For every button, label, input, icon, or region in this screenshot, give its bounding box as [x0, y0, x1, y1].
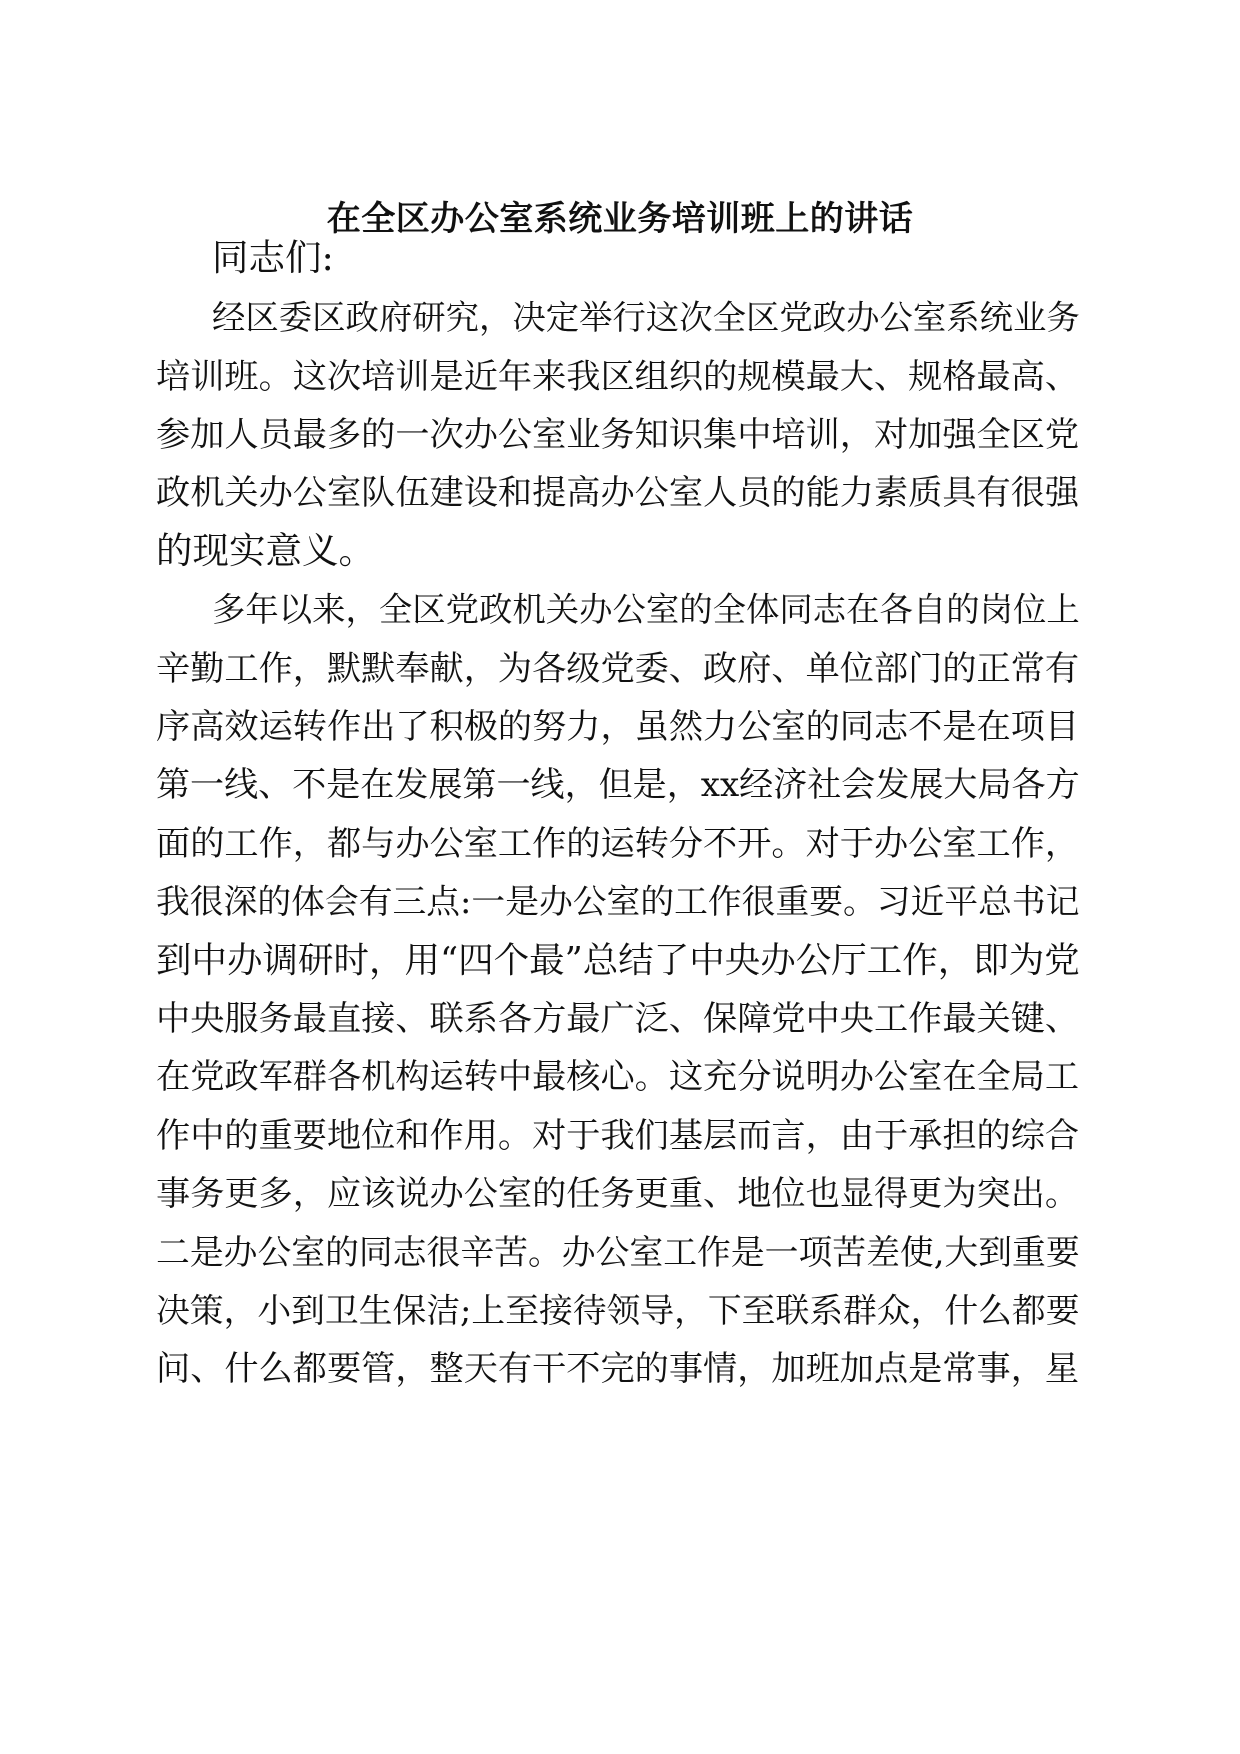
- paragraph-line: 政机关办公室队伍建设和提高办公室人员的能力素质具有很强: [156, 473, 1080, 513]
- paragraph-line: 经区委区政府研究，决定举行这次全区党政办公室系统业务: [212, 298, 1080, 337]
- paragraph-line: 的现实意义。: [156, 529, 375, 572]
- paragraph-line: 中央服务最直接、联系各方最广泛、保障党中央工作最关键、: [156, 999, 1080, 1039]
- paragraph-line: 在党政军群各机构运转中最核心。这充分说明办公室在全局工: [156, 1057, 1080, 1097]
- paragraph-line: 参加人员最多的一次办公室业务知识集中培训，对加强全区党: [156, 415, 1080, 455]
- paragraph-line: 多年以来，全区党政机关办公室的全体同志在各自的岗位上: [212, 590, 1080, 629]
- paragraph-line: 序高效运转作出了积极的努力，虽然力公室的同志不是在项目: [156, 707, 1080, 747]
- paragraph-line: 问、什么都要管，整天有干不完的事情，加班加点是常事，星: [156, 1349, 1080, 1389]
- paragraph-line: 事务更多，应该说办公室的任务更重、地位也显得更为突出。: [156, 1174, 1080, 1214]
- paragraph-line: 培训班。这次培训是近年来我区组织的规模最大、规格最高、: [156, 357, 1080, 397]
- paragraph-line: 第一线、不是在发展第一线，但是，xx经济社会发展大局各方: [156, 765, 1080, 805]
- document-title: 在全区办公室系统业务培训班上的讲话: [326, 199, 914, 239]
- paragraph-line: 作中的重要地位和作用。对于我们基层而言，由于承担的综合: [156, 1116, 1080, 1156]
- paragraph-line: 二是办公室的同志很辛苦。办公室工作是一项苦差使,大到重要: [156, 1233, 1080, 1272]
- paragraph-line: 到中办调研时，用“四个最”总结了中央办公厅工作，即为党: [156, 940, 1080, 981]
- salutation: 同志们:: [212, 236, 334, 279]
- paragraph-line: 面的工作，都与办公室工作的运转分不开。对于办公室工作，: [156, 824, 1080, 864]
- paragraph-line: 决策，小到卫生保洁;上至接待领导，下至联系群众，什么都要: [156, 1291, 1080, 1330]
- paragraph-line: 辛勤工作，默默奉献，为各级党委、政府、单位部门的正常有: [156, 649, 1080, 689]
- paragraph-line: 我很深的体会有三点:一是办公室的工作很重要。习近平总书记: [156, 882, 1080, 921]
